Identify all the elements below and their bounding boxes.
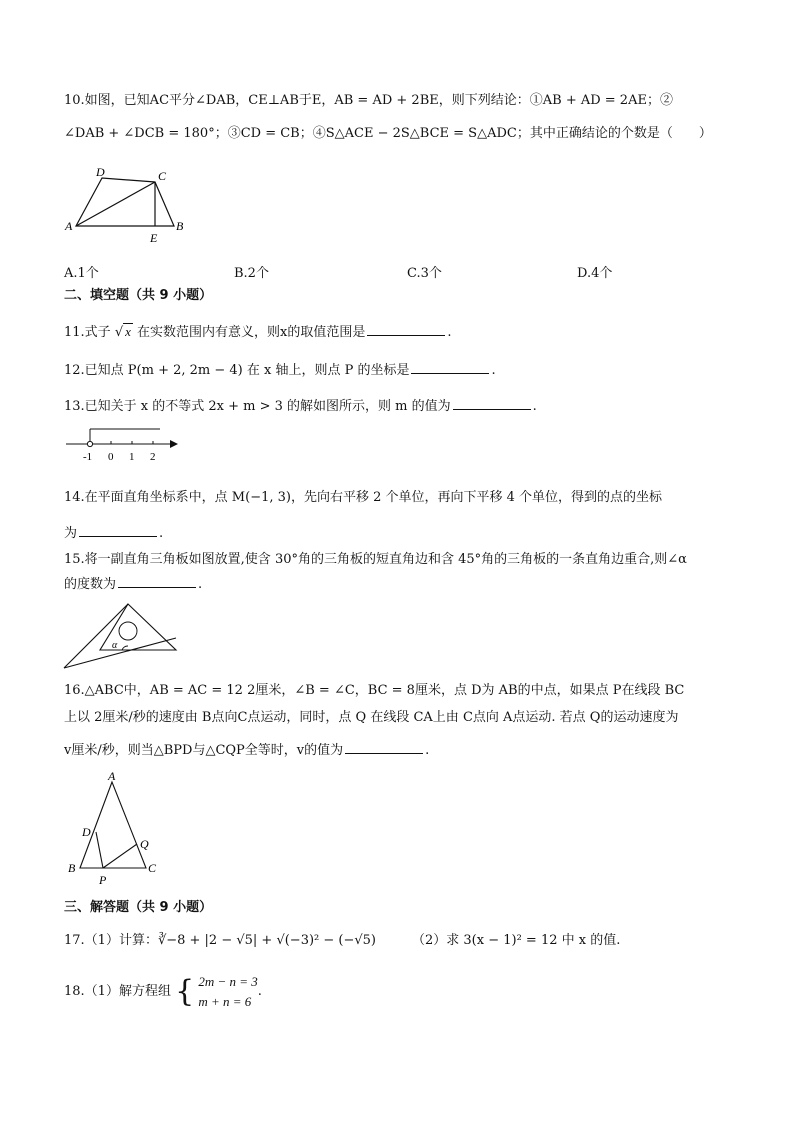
q16-line1: 16.△ABC中，AB = AC = 12 2厘米，∠B = ∠C，BC = 8厘米，点 D为 AB的中点，如果点 P在线段 BC <box>64 683 685 698</box>
q12: 12.已知点 P(m + 2, 2m − 4) 在 x 轴上，则点 P 的坐标是 . <box>64 360 496 380</box>
q13: 13.已知关于 x 的不等式 2x + m > 3 的解如图所示，则 m 的值为 . <box>64 396 537 416</box>
q10-label-a: A <box>65 219 73 233</box>
q11-sqrt: √ x <box>114 324 131 340</box>
q17-part2: （2）求 3(x − 1)² = 12 中 x 的值. <box>412 933 621 948</box>
q10-figure <box>62 164 202 246</box>
q16-blank[interactable] <box>345 740 423 754</box>
q10-option-a: A.1个 <box>64 266 99 281</box>
q18-eq2: m + n = 6 <box>198 994 252 1009</box>
q14-line2: 为 . <box>64 523 163 543</box>
q16-label-q: Q <box>140 837 149 851</box>
q10-line1: 10.如图，已知AC平分∠DAB，CE⊥AB于E，AB = AD + 2BE，则下列结论：①AB + AD = 2AE；② <box>64 93 673 108</box>
q16-figure <box>62 768 172 888</box>
q16-label-d: D <box>82 825 91 839</box>
q16-line2: 上以 2厘米/秒的速度由 B点向C点运动，同时，点 Q 在线段 CA上由 C点向 A点运动. 若点 Q的运动速度为 <box>64 710 679 725</box>
q13-tick-1: 1 <box>129 451 135 463</box>
q11-blank[interactable] <box>367 322 445 336</box>
q11: 11.式子 √ x 在实数范围内有意义，则x的取值范围是 . <box>64 324 452 340</box>
q10-option-b: B.2个 <box>234 266 269 281</box>
q18: 18.（1）解方程组 { 2m − n = 3 m + n = 6 . <box>64 972 262 1012</box>
q13-text: 13.已知关于 x 的不等式 2x + m > 3 的解如图所示，则 m 的值为 <box>64 399 451 414</box>
q13-tick-neg1: -1 <box>83 451 93 463</box>
q10-label-e: E <box>150 231 158 245</box>
q17-part1: 17.（1）计算：∛−8 + |2 − √5| + √(−3)² − (−√5) <box>64 933 377 948</box>
q12-text: 12.已知点 P(m + 2, 2m − 4) 在 x 轴上，则点 P 的坐标是 <box>64 363 410 378</box>
q18-brace: { <box>175 974 195 1009</box>
q11-post: 在实数范围内有意义，则x的取值范围是 <box>137 325 366 340</box>
section2-title: 二、填空题（共 9 小题） <box>64 288 213 303</box>
q15-figure <box>62 600 182 672</box>
q14-blank[interactable] <box>79 523 157 537</box>
q13-blank[interactable] <box>453 396 531 410</box>
q11-pre: 11.式子 <box>64 325 111 340</box>
q16-label-c: C <box>148 861 157 875</box>
q13-number-line <box>64 424 184 466</box>
q10-label-b: B <box>176 219 184 233</box>
q15-blank[interactable] <box>118 574 196 588</box>
q18-pre: 18.（1）解方程组 <box>64 984 171 999</box>
q15-alpha-label: α <box>112 640 118 651</box>
q13-tick-2: 2 <box>150 451 156 463</box>
q10-label-c: C <box>158 169 167 183</box>
section3-title: 三、解答题（共 9 小题） <box>64 900 213 915</box>
q12-blank[interactable] <box>411 360 489 374</box>
q16-line3: v厘米/秒，则当△BPD与△CQP全等时，v的值为 . <box>64 740 429 760</box>
q15-line1: 15.将一副直角三角板如图放置,使含 30°角的三角板的短直角边和含 45°角的三角板的一条直角边重合,则∠α <box>64 552 687 567</box>
q13-tick-0: 0 <box>108 451 114 463</box>
q18-eq1: 2m − n = 3 <box>198 974 258 989</box>
q16-label-a: A <box>108 769 116 783</box>
q16-label-b: B <box>68 861 76 875</box>
q10-label-d: D <box>96 165 105 179</box>
q10-option-d: D.4个 <box>577 266 613 281</box>
q10-line2: ∠DAB + ∠DCB = 180°；③CD = CB；④S△ACE − 2S△BCE = S△ADC；其中正确结论的个数是（ ） <box>64 126 712 141</box>
q14-line1: 14.在平面直角坐标系中，点 M(−1, 3)，先向右平移 2 个单位，再向下平移 4 个单位，得到的点的坐标 <box>64 490 663 505</box>
q10-option-c: C.3个 <box>407 266 442 281</box>
q16-label-p: P <box>99 873 107 887</box>
q18-system <box>198 972 257 1012</box>
q15-line2: 的度数为 . <box>64 574 202 594</box>
